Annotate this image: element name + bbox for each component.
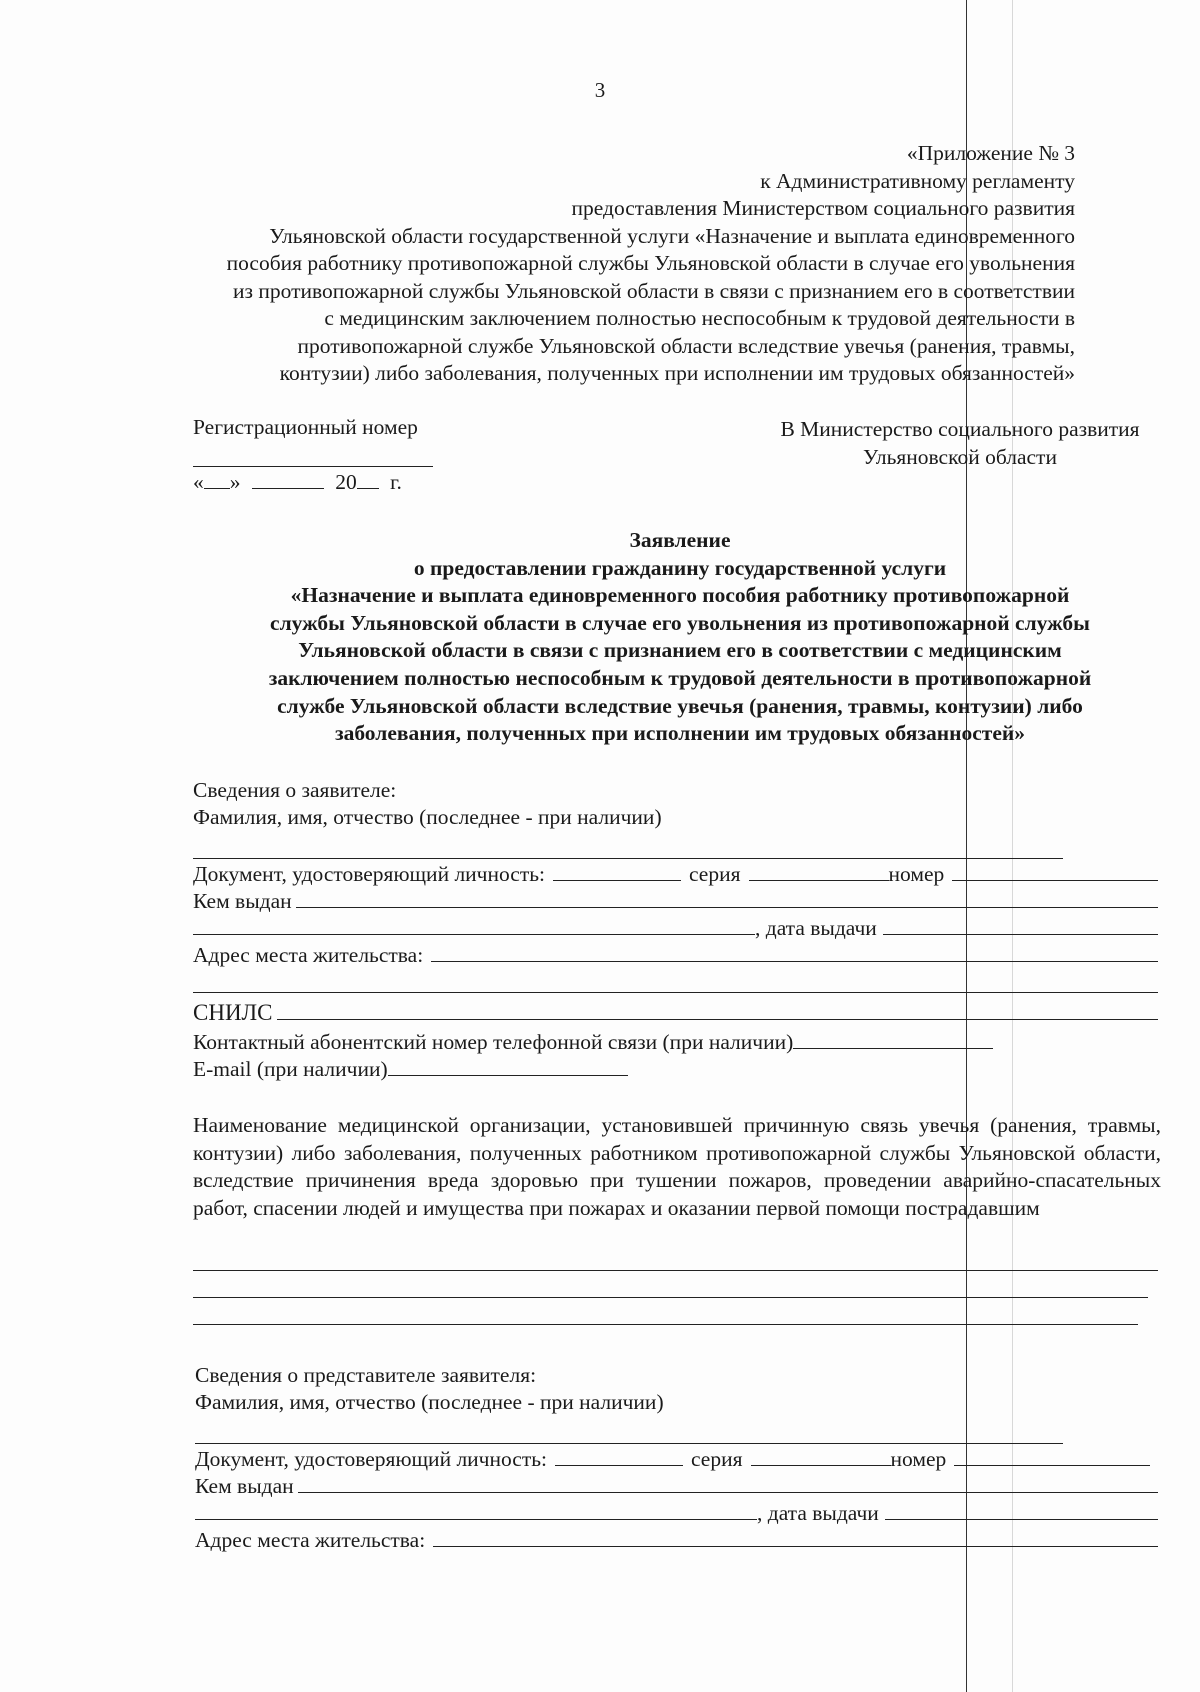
applicant-phone-row [193, 1030, 993, 1055]
representative-heading: Сведения о представителе заявителя: [195, 1363, 537, 1387]
doc-type-field[interactable] [553, 863, 681, 881]
medical-organization-field[interactable] [193, 1297, 1148, 1298]
issued-by-field[interactable] [296, 890, 1158, 908]
issued-by-field[interactable] [298, 1475, 1158, 1493]
series-label: серия [691, 1447, 743, 1471]
title-line: Ульяновской области в связи с признанием его в соответствии с медицинским [298, 638, 1062, 663]
header-line: «Приложение № 3 [906, 141, 1075, 165]
applicant-fio-label: Фамилия, имя, отчество (последнее - при наличии) [193, 805, 662, 829]
date-open-quote: « [193, 470, 204, 494]
title-line: заболевания, полученных при исполнении им трудовых обязанностей» [334, 721, 1026, 746]
title-line: Заявление [629, 528, 731, 552]
header-line: пособия работнику противопожарной службы Ульяновской области в случае его увольнения [226, 251, 1075, 275]
representative-address-row [195, 1528, 1158, 1553]
address-field[interactable] [433, 1529, 1158, 1547]
appendix-header [227, 140, 1075, 388]
addressee-line: В Министерство социального развития [780, 417, 1140, 441]
number-label: номер [890, 1447, 947, 1471]
representative-fio-label: Фамилия, имя, отчество (последнее - при наличии) [195, 1390, 664, 1414]
title-line: «Назначение и выплата единовременного пособия работнику противопожарной [290, 583, 1070, 608]
applicant-issued-row [193, 889, 1158, 914]
header-line: предоставления Министерством социального развития [571, 196, 1075, 220]
year-suffix: г. [390, 470, 402, 494]
issued-by-label: Кем выдан [195, 1474, 294, 1498]
series-field[interactable] [751, 1448, 891, 1466]
registration-number-field[interactable] [193, 466, 433, 467]
header-line: к Административному регламенту [760, 168, 1075, 193]
header-line: Ульяновской области государственной услуги «Назначение и выплата единовременного [269, 223, 1075, 248]
applicant-document-row [193, 862, 1158, 887]
issue-date-field[interactable] [885, 1502, 1158, 1520]
header-line: противопожарной службе Ульяновской области вследствие увечья (ранения, травмы, [297, 333, 1075, 358]
address-continued-field[interactable] [193, 992, 1158, 993]
doc-label: Документ, удостоверяющий личность: [195, 1447, 547, 1471]
header-line: контузии) либо заболевания, полученных при исполнении им трудовых обязанностей» [279, 361, 1075, 385]
snils-label: СНИЛС [193, 1000, 273, 1025]
medical-organization-label: Наименование медицинской организации, установившей причинную связь увечья (ранения, травмы, контузии) либо заболевания, полученных работником противопожарной службы Ульяновской области, вследствие причинения вреда здоровью при тушении пожаров, проведении аварийно-спасательных работ, спасении людей и имущества при пожарах и оказании первой помощи пострадавшим [193, 1113, 1161, 1220]
issue-date-label: , дата выдачи [757, 1501, 879, 1525]
issue-date-label: , дата выдачи [755, 916, 877, 940]
series-label: серия [689, 862, 741, 886]
issued-by-label: Кем выдан [193, 889, 292, 913]
phone-label: Контактный абонентский номер телефонной связи (при наличии) [193, 1030, 794, 1054]
issued-by-continued-field[interactable] [193, 917, 755, 935]
date-close-quote: » [229, 470, 241, 494]
representative-issued-row [195, 1474, 1158, 1499]
title-line: службы Ульяновской области в случае его увольнения из противопожарной службы [270, 610, 1090, 635]
phone-field[interactable] [793, 1030, 993, 1049]
snils-field[interactable] [277, 1002, 1158, 1020]
day-field[interactable] [204, 470, 230, 489]
medical-organization-field[interactable] [193, 1270, 1158, 1271]
applicant-issue-date-row [193, 916, 1158, 941]
application-title [0, 527, 1200, 748]
year-prefix: 20 [335, 470, 357, 494]
applicant-address-row [193, 943, 1158, 968]
address-label: Адрес места жительства: [193, 943, 424, 967]
applicant-email-row [193, 1057, 628, 1082]
representative-fio-field[interactable] [195, 1443, 1063, 1444]
issued-by-continued-field[interactable] [195, 1502, 757, 1520]
representative-issue-date-row [195, 1501, 1158, 1526]
representative-document-row [195, 1447, 1150, 1472]
address-field[interactable] [431, 944, 1158, 962]
applicant-snils-row [193, 1000, 1158, 1026]
email-field[interactable] [388, 1057, 628, 1076]
doc-label: Документ, удостоверяющий личность: [193, 862, 545, 886]
addressee-line: Ульяновской области [863, 445, 1057, 469]
medical-organization-field[interactable] [193, 1324, 1138, 1325]
year-field[interactable] [357, 470, 379, 489]
number-label: номер [888, 862, 945, 886]
doc-type-field[interactable] [555, 1448, 683, 1466]
header-line: с медицинским заключением полностью неспособным к трудовой деятельности в [324, 306, 1075, 330]
number-field[interactable] [954, 1448, 1150, 1466]
number-field[interactable] [952, 863, 1158, 881]
applicant-heading: Сведения о заявителе: [193, 778, 397, 802]
registration-date [193, 470, 402, 495]
series-field[interactable] [749, 863, 889, 881]
address-label: Адрес места жительства: [195, 1528, 426, 1552]
title-line: службе Ульяновской области вследствие увечья (ранения, травмы, контузии) либо [277, 693, 1083, 718]
title-line: о предоставлении гражданину государственной услуги [413, 555, 947, 580]
title-line: заключением полностью неспособным к трудовой деятельности в противопожарной [268, 665, 1092, 690]
applicant-fio-field[interactable] [193, 858, 1063, 859]
issue-date-field[interactable] [883, 917, 1158, 935]
page-number: 3 [594, 78, 606, 102]
email-label: E-mail (при наличии) [193, 1057, 388, 1081]
registration-label: Регистрационный номер [193, 415, 418, 439]
month-field[interactable] [252, 470, 324, 489]
header-line: из противопожарной службы Ульяновской области в связи с признанием его в соответствии [232, 278, 1075, 303]
addressee [750, 415, 1170, 471]
